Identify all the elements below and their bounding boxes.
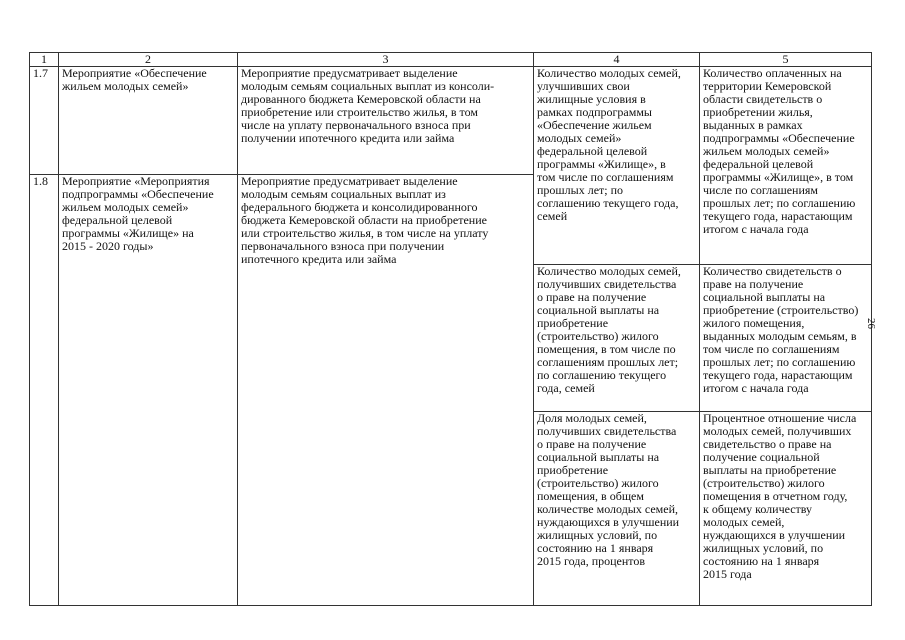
table-row	[30, 67, 872, 175]
row-number: 1.7	[30, 67, 59, 175]
column-number-3: 3	[238, 53, 534, 67]
indicator-method: Количество свидетельств о праве на получение социальной выплаты на приобретение (строительство) жилого помещения, выданных молодым семьям, в том числе по соглашениям прошлых лет; по соглашению текущего года, нарастающим итогом с начала года	[700, 265, 872, 412]
measures-table	[29, 52, 872, 606]
indicator-name: Доля молодых семей, получивших свидетельства о праве на получение социальной выплаты на приобретение (строительство) жилого помещения, в общем количестве молодых семей, нуждающихся в улучшении жилищных условий, по состоянию на 1 января 2015 года, процентов	[534, 412, 700, 606]
column-number-4: 4	[534, 53, 700, 67]
row-number: 1.8	[30, 175, 59, 606]
column-number-2: 2	[59, 53, 238, 67]
column-number-5: 5	[700, 53, 872, 67]
measure-name: Мероприятие «Обеспечение жильем молодых семей»	[59, 67, 238, 175]
page-number: 26	[865, 318, 877, 329]
indicator-method: Процентное отношение числа молодых семей, получивших свидетельство о праве на получение социальной выплаты на приобретение (строительство) жилого помещения в отчетном году, к общему количеству молодых семей, нуждающихся в улучшении жилищных условий, по состоянию на 1 января 2015 года	[700, 412, 872, 606]
measure-description: Мероприятие предусматривает выделение молодым семьям социальных выплат из консоли- дированного бюджета Кемеровской области на приобретение или строительство жилья, в том числе на уплату первоначального взноса при получении ипотечного кредита или займа	[238, 67, 534, 175]
measure-description: Мероприятие предусматривает выделение молодым семьям социальных выплат из федерального бюджета и консолидированного бюджета Кемеровской области на приобретение или строительство жилья, в том числе на уплату первоначального взноса при получении ипотечного кредита или займа	[238, 175, 534, 606]
indicator-name: Количество молодых семей, улучшивших свои жилищные условия в рамках подпрограммы «Обеспечение жильем молодых семей» федеральной целевой программы «Жилище», в том числе по соглашениям прошлых лет; по соглашению текущего года, семей	[534, 67, 700, 265]
indicator-name: Количество молодых семей, получивших свидетельства о праве на получение социальной выплаты на приобретение (строительство) жилого помещения, в том числе по соглашениям прошлых лет; по соглашению текущего года, семей	[534, 265, 700, 412]
measure-name: Мероприятие «Мероприятия подпрограммы «Обеспечение жильем молодых семей» федеральной целевой программы «Жилище» на 2015 - 2020 годы»	[59, 175, 238, 606]
column-number-1: 1	[30, 53, 59, 67]
column-number-row	[30, 53, 872, 67]
indicator-method: Количество оплаченных на территории Кемеровской области свидетельств о приобретении жилья, выданных в рамках подпрограммы «Обеспечение жильем молодых семей» федеральной целевой программы «Жилище», в том числе по соглашениям прошлых лет; по соглашению текущего года, нарастающим итогом с начала года	[700, 67, 872, 265]
